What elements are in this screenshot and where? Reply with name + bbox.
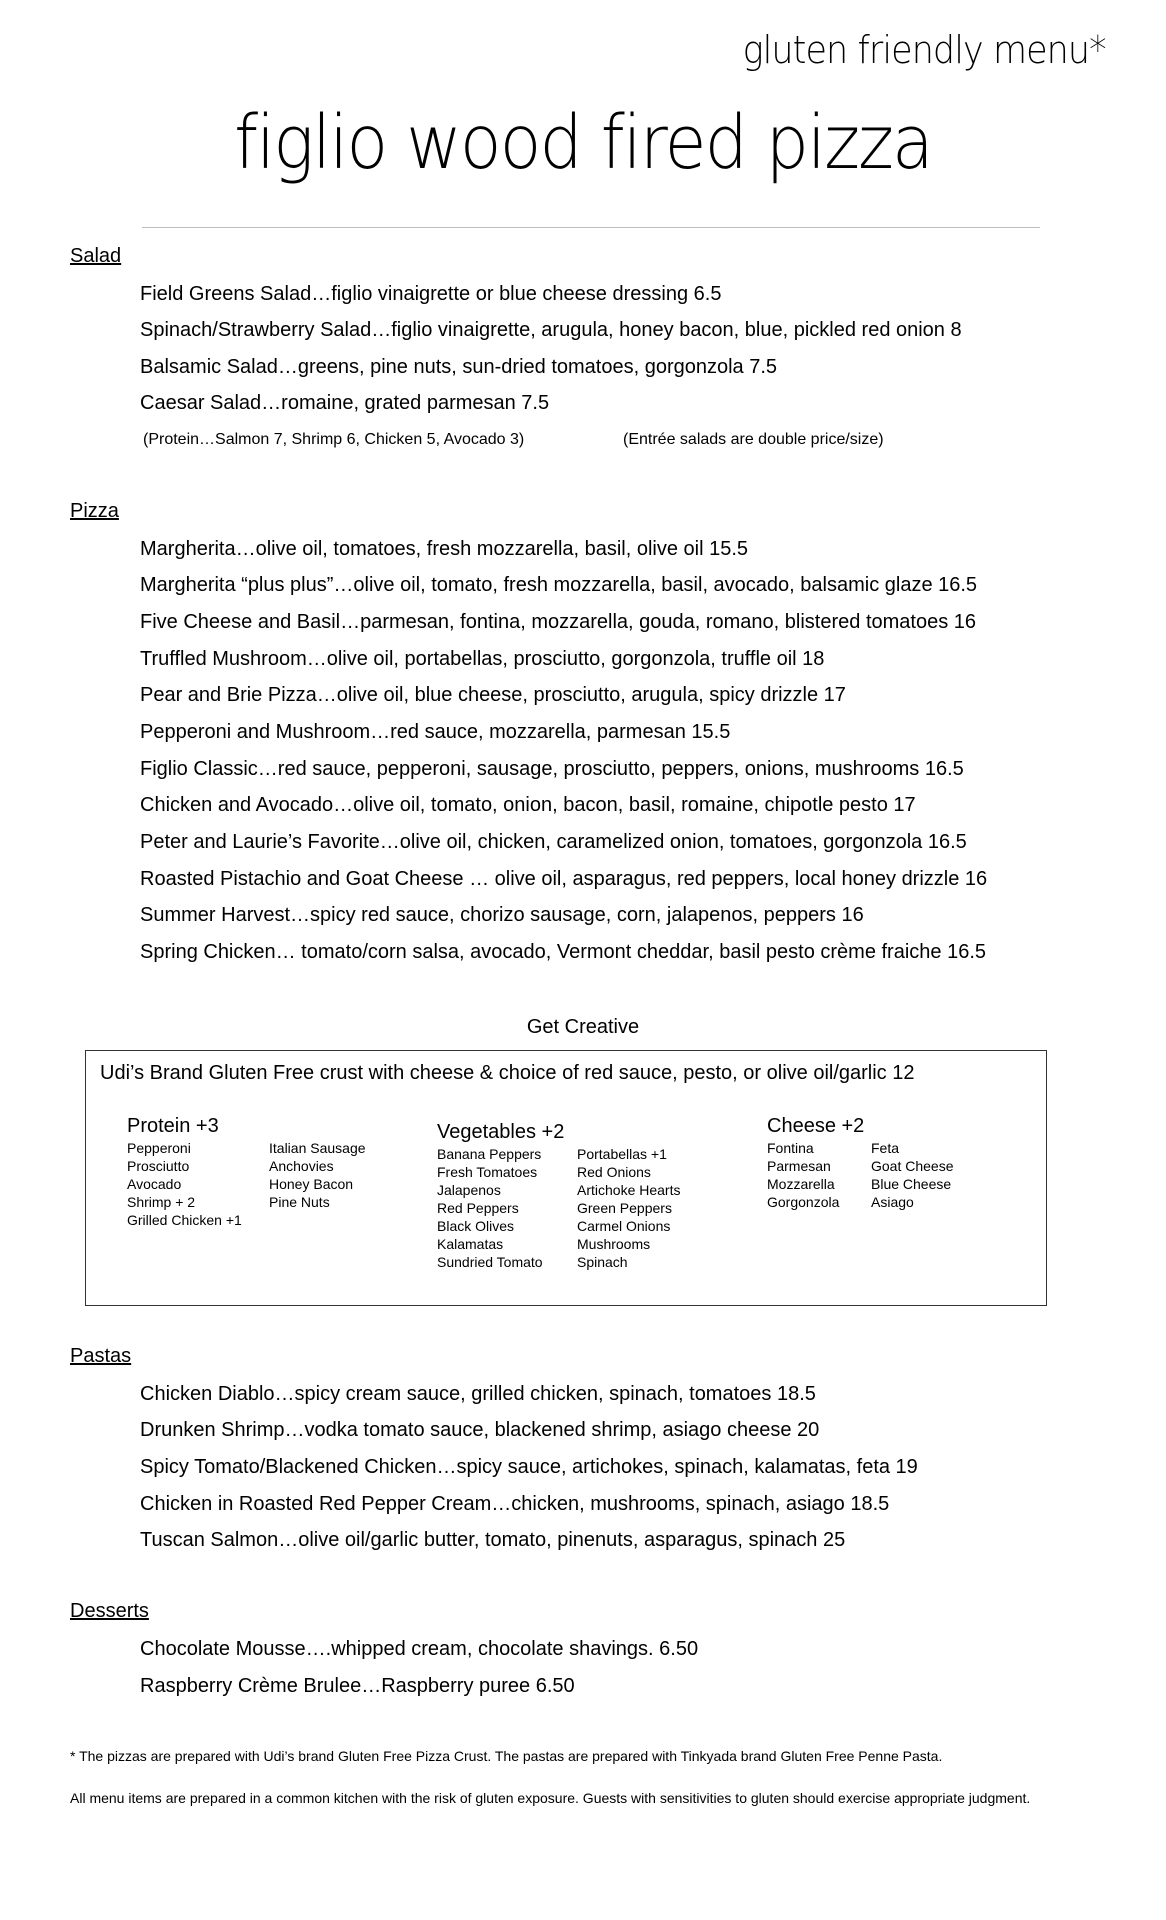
topping-item: Feta [871,1140,900,1156]
protein-group-title: Protein +3 [127,1115,219,1137]
topping-item: Grilled Chicken +1 [127,1212,242,1228]
salad-entree-note: (Entrée salads are double price/size) [623,431,884,448]
pizza-item: Margherita “plus plus”…olive oil, tomato, fresh mozzarella, basil, avocado, balsamic glaze 16.5 [140,574,978,596]
title-divider [142,227,1040,228]
topping-item: Italian Sausage [269,1140,366,1156]
pasta-item: Chicken Diablo…spicy cream sauce, grilled chicken, spinach, tomatoes 18.5 [140,1383,816,1405]
topping-item: Pine Nuts [269,1194,330,1210]
protein-list-col2 [269,1139,366,1211]
topping-item: Red Peppers [437,1200,519,1216]
salad-item: Caesar Salad…romaine, grated parmesan 7.5 [140,392,550,414]
topping-item: Mozzarella [767,1176,835,1192]
pizza-item: Five Cheese and Basil…parmesan, fontina, mozzarella, gouda, romano, blistered tomatoes 16 [140,611,977,633]
topping-item: Asiago [871,1194,914,1210]
topping-item: Goat Cheese [871,1158,954,1174]
topping-item: Blue Cheese [871,1176,952,1192]
pizza-item: Chicken and Avocado…olive oil, tomato, onion, bacon, basil, romaine, chipotle pesto 17 [140,794,916,816]
pizza-item: Truffled Mushroom…olive oil, portabellas, prosciutto, gorgonzola, truffle oil 18 [140,648,825,670]
topping-item: Green Peppers [577,1200,672,1216]
dessert-item: Raspberry Crème Brulee…Raspberry puree 6.50 [140,1675,575,1697]
menu-type-title: gluten friendly menu* [742,28,1106,72]
vegetables-list-col2 [577,1145,680,1271]
topping-item: Black Olives [437,1218,515,1234]
pizza-item: Roasted Pistachio and Goat Cheese … olive oil, asparagus, red peppers, local honey drizzle 16 [140,868,988,890]
topping-item: Carmel Onions [577,1218,671,1234]
topping-item: Fontina [767,1140,814,1156]
topping-item: Shrimp + 2 [127,1194,196,1210]
topping-item: Pepperoni [127,1140,191,1156]
cheese-list-col2 [871,1139,954,1211]
footer-crust-note: * The pizzas are prepared with Udi’s brand Gluten Free Pizza Crust. The pastas are prepared with Tinkyada brand Gluten Free Penne Pasta. [70,1748,943,1764]
section-heading-pizza: Pizza [70,500,119,522]
topping-item: Portabellas +1 [577,1146,667,1162]
section-heading-desserts: Desserts [70,1600,149,1622]
topping-item: Anchovies [269,1158,334,1174]
protein-list-col1 [127,1139,242,1229]
build-your-own-intro: Udi’s Brand Gluten Free crust with cheese & choice of red sauce, pesto, or olive oil/garlic 12 [100,1062,915,1084]
topping-item: Kalamatas [437,1236,504,1252]
topping-item: Gorgonzola [767,1194,840,1210]
cheese-group-title: Cheese +2 [767,1115,865,1137]
pizza-item: Summer Harvest…spicy red sauce, chorizo sausage, corn, jalapenos, peppers 16 [140,904,864,926]
topping-item: Sundried Tomato [437,1254,543,1270]
footer-allergen-note: All menu items are prepared in a common kitchen with the risk of gluten exposure. Guests with sensitivities to gluten should exercise appropriate judgment. [70,1790,1031,1806]
dessert-item: Chocolate Mousse….whipped cream, chocolate shavings. 6.50 [140,1638,699,1660]
topping-item: Mushrooms [577,1236,651,1252]
vegetables-group-title: Vegetables +2 [437,1121,565,1143]
pizza-item: Spring Chicken… tomato/corn salsa, avocado, Vermont cheddar, basil pesto crème fraiche 16.5 [140,941,987,963]
salad-protein-note: (Protein…Salmon 7, Shrimp 6, Chicken 5, Avocado 3) [143,431,525,448]
pasta-item: Chicken in Roasted Red Pepper Cream…chicken, mushrooms, spinach, asiago 18.5 [140,1493,890,1515]
topping-item: Artichoke Hearts [577,1182,681,1198]
pasta-item: Drunken Shrimp…vodka tomato sauce, blackened shrimp, asiago cheese 20 [140,1419,820,1441]
salad-item: Spinach/Strawberry Salad…figlio vinaigrette, arugula, honey bacon, blue, pickled red onion 8 [140,319,962,341]
topping-item: Banana Peppers [437,1146,542,1162]
get-creative-heading: Get Creative [526,1016,640,1038]
pizza-item: Peter and Laurie’s Favorite…olive oil, chicken, caramelized onion, tomatoes, gorgonzola 16.5 [140,831,967,853]
section-heading-salad: Salad [70,245,122,267]
topping-item: Fresh Tomatoes [437,1164,538,1180]
topping-item: Honey Bacon [269,1176,354,1192]
restaurant-title: figlio wood fired pizza [234,100,932,186]
topping-item: Red Onions [577,1164,651,1180]
topping-item: Jalapenos [437,1182,501,1198]
section-heading-pastas: Pastas [70,1345,132,1367]
topping-item: Avocado [127,1176,182,1192]
pizza-item: Figlio Classic…red sauce, pepperoni, sausage, prosciutto, peppers, onions, mushrooms 16.5 [140,758,964,780]
topping-item: Prosciutto [127,1158,190,1174]
topping-item: Spinach [577,1254,628,1270]
pasta-item: Spicy Tomato/Blackened Chicken…spicy sauce, artichokes, spinach, kalamatas, feta 19 [140,1456,918,1478]
cheese-list-col1 [767,1139,839,1211]
pasta-item: Tuscan Salmon…olive oil/garlic butter, tomato, pinenuts, asparagus, spinach 25 [140,1529,846,1551]
pizza-item: Pepperoni and Mushroom…red sauce, mozzarella, parmesan 15.5 [140,721,731,743]
salad-item: Balsamic Salad…greens, pine nuts, sun-dried tomatoes, gorgonzola 7.5 [140,356,778,378]
salad-item: Field Greens Salad…figlio vinaigrette or blue cheese dressing 6.5 [140,283,722,305]
pizza-item: Pear and Brie Pizza…olive oil, blue cheese, prosciutto, arugula, spicy drizzle 17 [140,684,846,706]
pizza-item: Margherita…olive oil, tomatoes, fresh mozzarella, basil, olive oil 15.5 [140,538,749,560]
topping-item: Parmesan [767,1158,831,1174]
vegetables-list-col1 [437,1145,543,1271]
